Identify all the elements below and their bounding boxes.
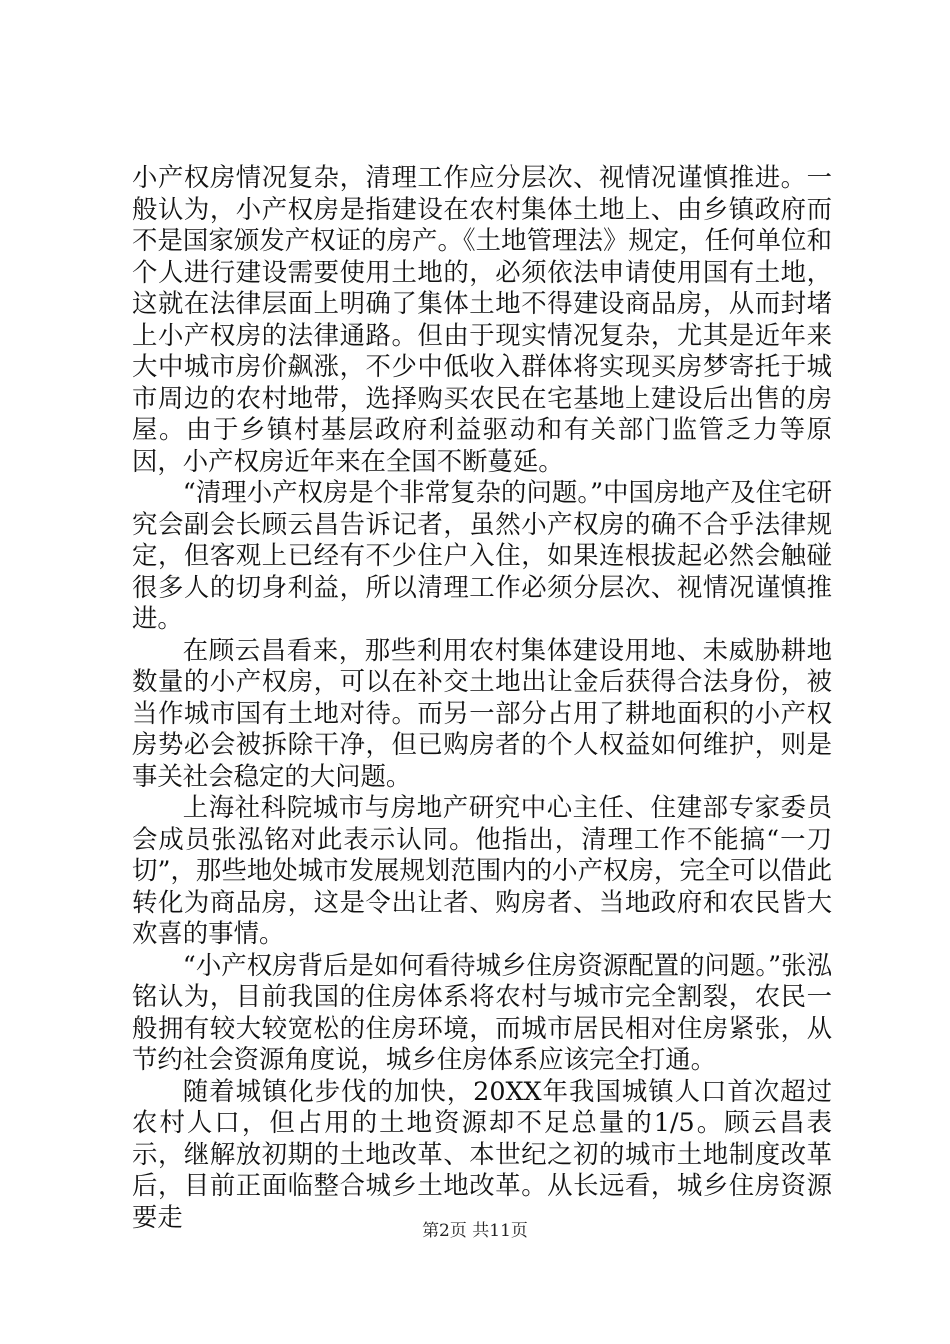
paragraph-5: “小产权房背后是如何看待城乡住房资源配置的问题。”张泓铭认为，目前我国的住房体系将农村与城市完全割裂，农民一般拥有较大较宽松的住房环境，而城市居民相对住房紧张，从节约社会资源角度说，城乡住房体系应该完全打通。	[132, 949, 832, 1074]
paragraph-1: 小产权房情况复杂，清理工作应分层次、视情况谨慎推进。一般认为，小产权房是指建设在农村集体土地上、由乡镇政府而不是国家颁发产权证的房产。《土地管理法》规定，任何单位和个人进行建设需要使用土地的，必须依法申请使用国有土地，这就在法律层面上明确了集体土地不得建设商品房，从而封堵上小产权房的法律通路。但由于现实情况复杂，尤其是近年来大中城市房价飙涨，不少中低收入群体将实现买房梦寄托于城市周边的农村地带，选择购买农民在宅基地上建设后出售的房屋。由于乡镇村基层政府利益驱动和有关部门监管乏力等原因，小产权房近年来在全国不断蔓延。	[132, 162, 832, 476]
paragraph-3: 在顾云昌看来，那些利用农村集体建设用地、未威胁耕地数量的小产权房，可以在补交土地出让金后获得合法身份，被当作城市国有土地对待。而另一部分占用了耕地面积的小产权房势必会被拆除干净，但已购房者的个人权益如何维护，则是事关社会稳定的大问题。	[132, 634, 832, 791]
page-number-footer: 第2页 共11页	[422, 1221, 528, 1241]
paragraph-6: 随着城镇化步伐的加快，20XX年我国城镇人口首次超过农村人口，但占用的土地资源却不足总量的1/5。顾云昌表示，继解放初期的土地改革、本世纪之初的城市土地制度改革后，目前正面临整合城乡土地改革。从长远看，城乡住房资源要走	[132, 1075, 832, 1232]
paragraph-2: “清理小产权房是个非常复杂的问题。”中国房地产及住宅研究会副会长顾云昌告诉记者，虽然小产权房的确不合乎法律规定，但客观上已经有不少住户入住，如果连根拔起必然会触碰很多人的切身利益，所以清理工作必须分层次、视情况谨慎推进。	[132, 477, 832, 633]
article-body	[132, 162, 832, 1233]
paragraph-4: 上海社科院城市与房地产研究中心主任、住建部专家委员会成员张泓铭对此表示认同。他指出，清理工作不能搞“一刀切”，那些地处城市发展规划范围内的小产权房，完全可以借此转化为商品房，这是令出让者、购房者、当地政府和农民皆大欢喜的事情。	[132, 792, 832, 948]
